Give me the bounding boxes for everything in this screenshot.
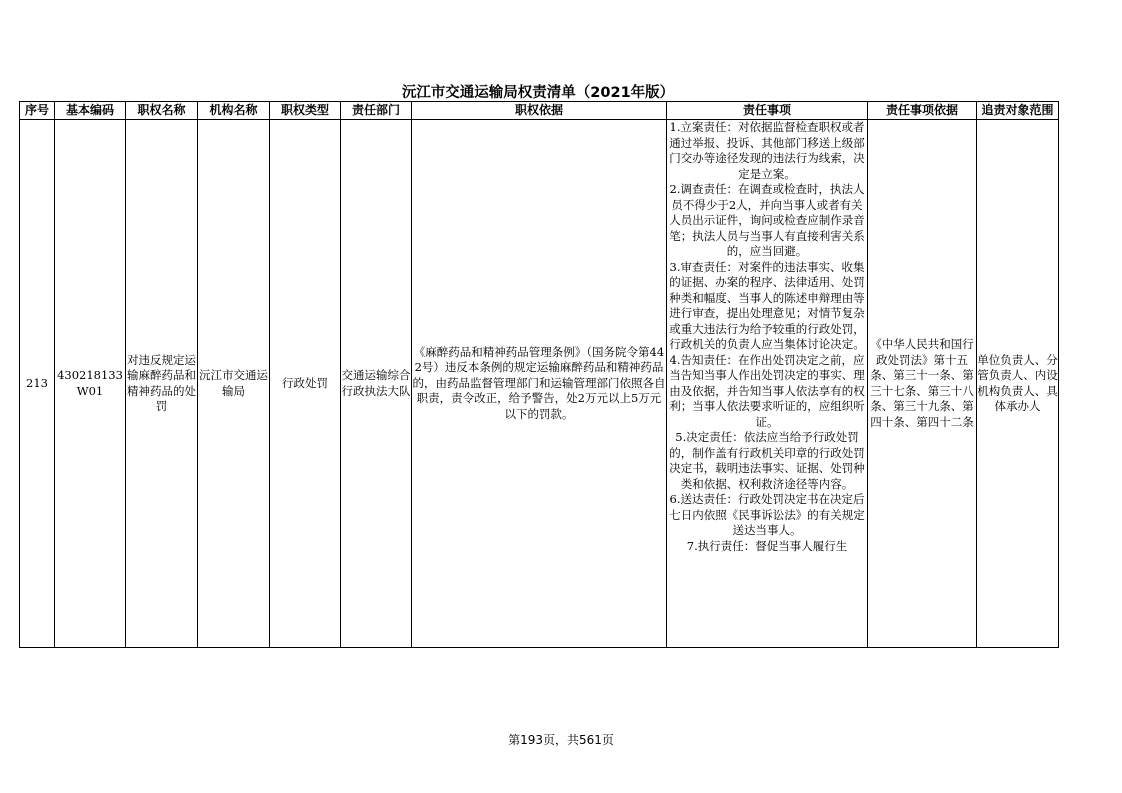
table-header-row	[20, 102, 1059, 120]
document-title: 沅江市交通运输局权责清单（2021年版）	[401, 85, 675, 101]
header-org-name: 机构名称	[198, 102, 270, 120]
header-accountability: 追责对象范围	[977, 102, 1059, 120]
cell-dept: 交通运输综合行政执法大队	[341, 120, 412, 648]
cell-basis: 《麻醉药品和精神药品管理条例》（国务院令第442号）违反本条例的规定运输麻醉药品和精神药品的，由药品监督管理部门和运输管理部门依照各自职责，责令改正，给予警告，处2万元以上5万元以下的罚款。	[412, 120, 667, 648]
responsibility-item: 2.调查责任：在调查或检查时，执法人员不得少于2人，并向当事人或者有关人员出示证件，询问或检查应制作录音笔；执法人员与当事人有直接利害关系的，应当回避。	[669, 182, 865, 258]
responsibilities-list	[667, 120, 867, 647]
header-resp-basis: 责任事项依据	[868, 102, 977, 120]
power-responsibility-table	[19, 101, 1059, 648]
responsibility-item: 4.告知责任：在作出处罚决定之前，应当告知当事人作出处罚决定的事实、理由及依据，并告知当事人依法享有的权利；当事人依法要求听证的，应组织听证。	[669, 352, 865, 429]
header-power-name: 职权名称	[126, 102, 198, 120]
cell-org-name: 沅江市交通运输局	[198, 120, 270, 648]
header-dept: 责任部门	[341, 102, 412, 120]
cell-resp-basis: 《中华人民共和国行政处罚法》第十五条、第三十一条、第三十七条、第三十八条、第三十九条、第四十条、第四十二条	[868, 120, 977, 648]
cell-code: 430218133W01	[55, 120, 126, 648]
page-number: 第193页，共561页	[508, 733, 614, 747]
table-row	[20, 120, 1059, 648]
responsibility-item: 5.决定责任：依法应当给予行政处罚的，制作盖有行政机关印章的行政处罚决定书，载明违法事实、证据、处罚种类和依据、权利救济途径等内容。	[669, 430, 865, 491]
header-responsibilities: 责任事项	[667, 102, 868, 120]
cell-seq: 213	[20, 120, 55, 648]
cell-responsibilities	[667, 120, 868, 648]
cell-accountability: 单位负责人、分管负责人、内设机构负责人、具体承办人	[977, 120, 1059, 648]
header-basis: 职权依据	[412, 102, 667, 120]
header-code: 基本编码	[55, 102, 126, 120]
header-seq: 序号	[20, 102, 55, 120]
responsibility-item: 1.立案责任：对依据监督检查职权或者通过举报、投诉、其他部门移送上级部门交办等途径发现的违法行为线索，决定是立案。	[669, 120, 865, 181]
responsibility-item: 6.送达责任：行政处罚决定书在决定后七日内依照《民事诉讼法》的有关规定送达当事人。	[669, 492, 865, 537]
cell-power-type: 行政处罚	[270, 120, 341, 648]
header-power-type: 职权类型	[270, 102, 341, 120]
cell-power-name: 对违反规定运输麻醉药品和精神药品的处罚	[126, 120, 198, 648]
responsibility-item: 7.执行责任：督促当事人履行生	[686, 538, 848, 553]
responsibility-item: 3.审查责任：对案件的违法事实、收集的证据、办案的程序、法律适用、处罚种类和幅度、当事人的陈述申辩理由等进行审查，提出处理意见；对情节复杂或重大违法行为给予较重的行政处罚，行政机关的负责人应当集体讨论决定。	[669, 259, 865, 351]
